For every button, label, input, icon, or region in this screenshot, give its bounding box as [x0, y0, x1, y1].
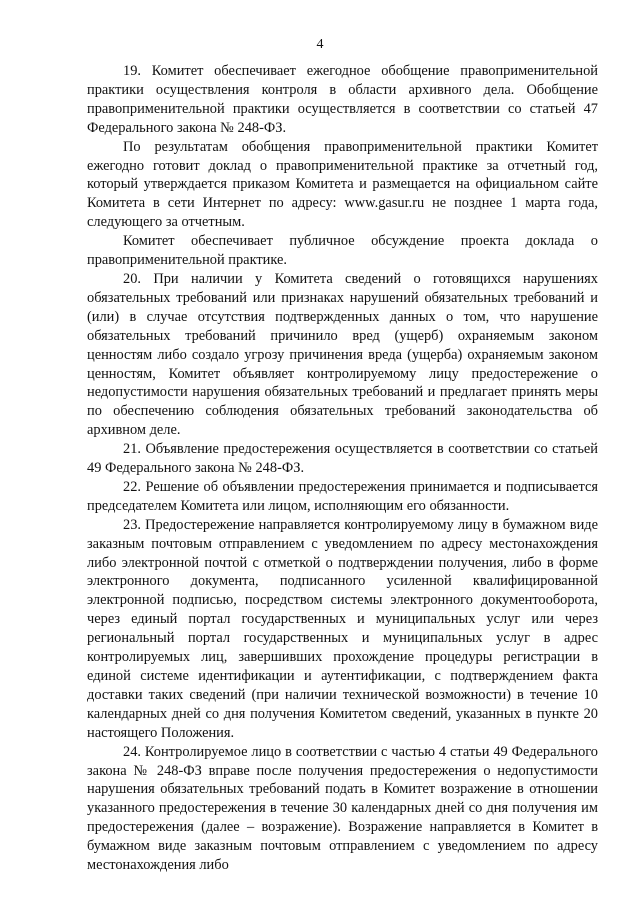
paragraph-22: 22. Решение об объявлении предостережения принимается и подписывается председателем Комитета или лицом, исполняющим его обязанности. — [87, 478, 598, 514]
page-number: 4 — [316, 37, 324, 52]
paragraph-20: 20. При наличии у Комитета сведений о готовящихся нарушениях обязательных требований или признаках нарушений обязательных требований и (или) в случае отсутствия подтвержденных данных о том, что нарушение обязательных требований причинило вред (ущерб) охраняемым законом ценностям либо создало угрозу причинения вреда (ущерба) охраняемым законом ценностям, Комитет объявляет контролируемому лицу предостережение о недопустимости нарушения обязательных требований и предлагает принять меры по обеспечению соблюдения обязательных требований законодательства об архивном деле. — [87, 270, 598, 439]
paragraph-19: 19. Комитет обеспечивает ежегодное обобщение правоприменительной практики осуществления контроля в области архивного дела. Обобщение правоприменительной практики осуществляется в соответствии со статьей 47 Федерального закона № 248-ФЗ. — [87, 63, 598, 136]
paragraph-24: 24. Контролируемое лицо в соответствии с частью 4 статьи 49 Федерального закона № 248-ФЗ вправе после получения предостережения о недопустимости нарушения обязательных требований подать в Комитет возражение в отношении указанного предостережения в течение 30 календарных дней со дня получения им предостережения (далее – возражение). Возражение направляется в Комитет в бумажном виде заказным почтовым отправлением с уведомлением по адресу местонахождения либо — [87, 743, 598, 874]
paragraph-report: По результатам обобщения правоприменительной практики Комитет ежегодно готовит доклад о правоприменительной практике за отчетный год, который утверждается приказом Комитета и размещается на официальном сайте Комитета в сети Интернет по адресу: www.gasur.ru не позднее 1 марта года, следующего за отчетным. — [87, 138, 598, 231]
paragraph-23: 23. Предостережение направляется контролируемому лицу в бумажном виде заказным почтовым отправлением с уведомлением по адресу местонахождения либо электронной почтой с отметкой о подтверждении получения, либо в форме электронного документа, подписанного усиленной квалифицированной электронной подписью, посредством системы электронного документооборота, через единый портал государственных и муниципальных услуг или через региональный портал государственных и муниципальных услуг в адрес контролируемых лиц, завершивших прохождение процедуры регистрации в единой системе идентификации и аутентификации, с подтверждением факта доставки таких сведений (при наличии технической возможности) в течение 10 календарных дней со дня получения Комитетом сведений, указанных в пункте 20 настоящего Положения. — [87, 516, 598, 741]
document-body — [87, 62, 598, 875]
paragraph-21: 21. Объявление предостережения осуществляется в соответствии со статьей 49 Федерального закона № 248-ФЗ. — [87, 441, 598, 477]
paragraph-public-discussion: Комитет обеспечивает публичное обсуждение проекта доклада о правоприменительной практике. — [87, 233, 598, 269]
